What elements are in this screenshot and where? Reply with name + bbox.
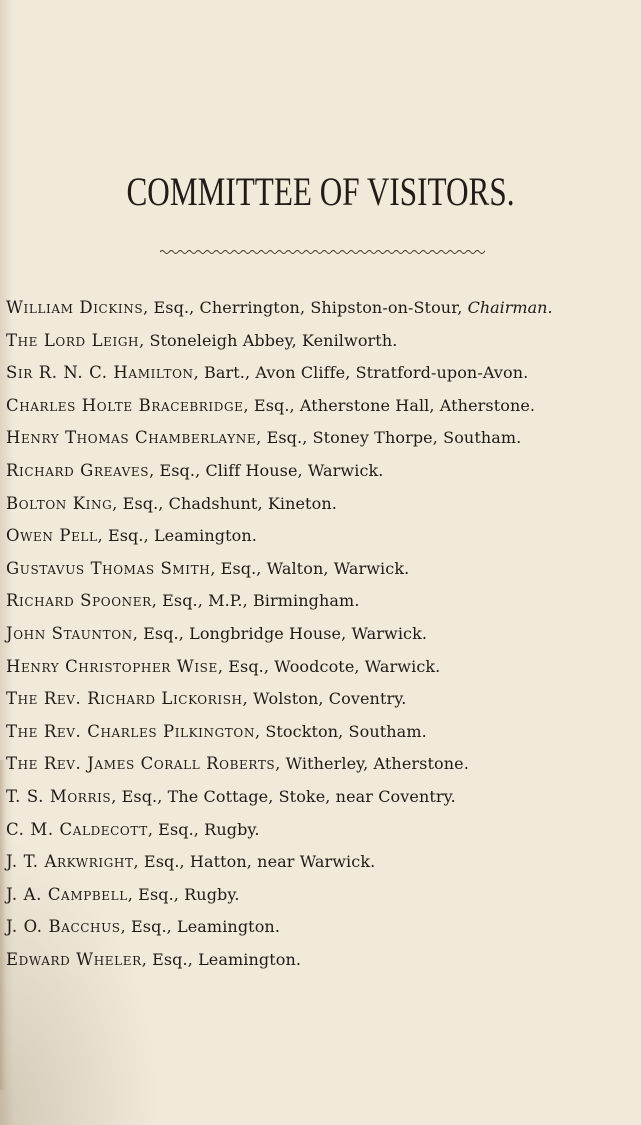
list-item bbox=[6, 814, 636, 847]
committee-list bbox=[6, 292, 636, 976]
list-item bbox=[6, 520, 636, 553]
member-details: , Esq., Atherstone Hall, Atherstone. bbox=[243, 395, 536, 415]
page-title: COMMITTEE OF VISITORS. bbox=[126, 169, 515, 214]
member-details: , Esq., Walton, Warwick. bbox=[210, 558, 410, 578]
list-item bbox=[6, 748, 636, 781]
member-details: , Esq., Chadshunt, Kineton. bbox=[112, 493, 337, 513]
member-details: , Esq., The Cottage, Stoke, near Coventry. bbox=[111, 786, 456, 806]
member-details: , Esq., M.P., Birmingham. bbox=[151, 591, 360, 611]
member-name: The Rev. Charles Pilkington bbox=[6, 721, 255, 741]
list-item bbox=[6, 911, 636, 944]
member-name: J. O. Bacchus bbox=[6, 917, 121, 937]
member-role: Chairman. bbox=[467, 298, 553, 317]
member-details: , Esq., Stoney Thorpe, Southam. bbox=[256, 428, 522, 448]
member-name: John Staunton bbox=[6, 623, 133, 643]
member-details: , Witherley, Atherstone. bbox=[275, 754, 469, 774]
member-name: William Dickins bbox=[6, 298, 144, 317]
member-name: Edward Wheler bbox=[6, 949, 142, 969]
member-name: Charles Holte Bracebridge bbox=[6, 395, 244, 415]
wavy-rule-ornament bbox=[160, 246, 485, 258]
list-item bbox=[6, 422, 636, 455]
list-item bbox=[6, 879, 636, 912]
list-item bbox=[6, 683, 636, 716]
member-details: , Esq., Longbridge House, Warwick. bbox=[132, 623, 428, 643]
member-name: The Lord Leigh bbox=[6, 330, 140, 350]
list-item bbox=[6, 325, 636, 358]
member-details: , Stockton, Southam. bbox=[254, 721, 427, 741]
member-name: The Rev. James Corall Roberts bbox=[6, 754, 276, 774]
member-name: J. T. Arkwright bbox=[6, 852, 134, 872]
member-details: , Esq., Leamington. bbox=[97, 526, 257, 546]
member-name: Henry Christopher Wise bbox=[6, 656, 218, 676]
member-name: Bolton King bbox=[6, 493, 113, 513]
list-item bbox=[6, 651, 636, 684]
member-details: , Bart., Avon Cliffe, Stratford-upon-Avon. bbox=[193, 363, 529, 383]
list-item bbox=[6, 944, 636, 977]
list-item bbox=[6, 585, 636, 618]
list-item bbox=[6, 357, 636, 390]
member-details: , Esq., Woodcote, Warwick. bbox=[217, 656, 441, 676]
member-name: C. M. Caldecott bbox=[6, 819, 148, 839]
member-name: Richard Greaves bbox=[6, 460, 150, 480]
list-item bbox=[6, 390, 636, 423]
member-details: , Stoneleigh Abbey, Kenilworth. bbox=[139, 330, 398, 350]
list-item bbox=[6, 846, 636, 879]
member-details: , Esq., Hatton, near Warwick. bbox=[133, 852, 376, 872]
list-item bbox=[6, 781, 636, 814]
member-details: , Esq., Cliff House, Warwick. bbox=[149, 460, 384, 480]
list-item bbox=[6, 618, 636, 651]
member-name: Richard Spooner bbox=[6, 591, 152, 611]
list-item bbox=[6, 553, 636, 586]
member-details: , Wolston, Coventry. bbox=[242, 689, 407, 709]
member-name: Owen Pell bbox=[6, 526, 98, 546]
member-name: T. S. Morris bbox=[6, 786, 112, 806]
member-name: J. A. Campbell bbox=[6, 884, 128, 904]
list-item bbox=[6, 488, 636, 521]
member-name: Sir R. N. C. Hamilton bbox=[6, 363, 194, 383]
list-item bbox=[6, 716, 636, 749]
member-name: The Rev. Richard Lickorish bbox=[6, 689, 243, 709]
member-details: , Esq., Leamington. bbox=[120, 917, 281, 937]
member-details: , Esq., Rugby. bbox=[147, 819, 260, 839]
member-details: , Esq., Rugby. bbox=[127, 884, 240, 904]
member-details: , Esq., Cherrington, Shipston-on-Stour, bbox=[143, 298, 468, 317]
list-item bbox=[6, 292, 636, 325]
list-item bbox=[6, 455, 636, 488]
member-details: , Esq., Leamington. bbox=[141, 949, 302, 969]
member-name: Henry Thomas Chamberlayne bbox=[6, 428, 257, 448]
page-edge-shadow bbox=[0, 760, 6, 1090]
member-name: Gustavus Thomas Smith bbox=[6, 558, 211, 578]
